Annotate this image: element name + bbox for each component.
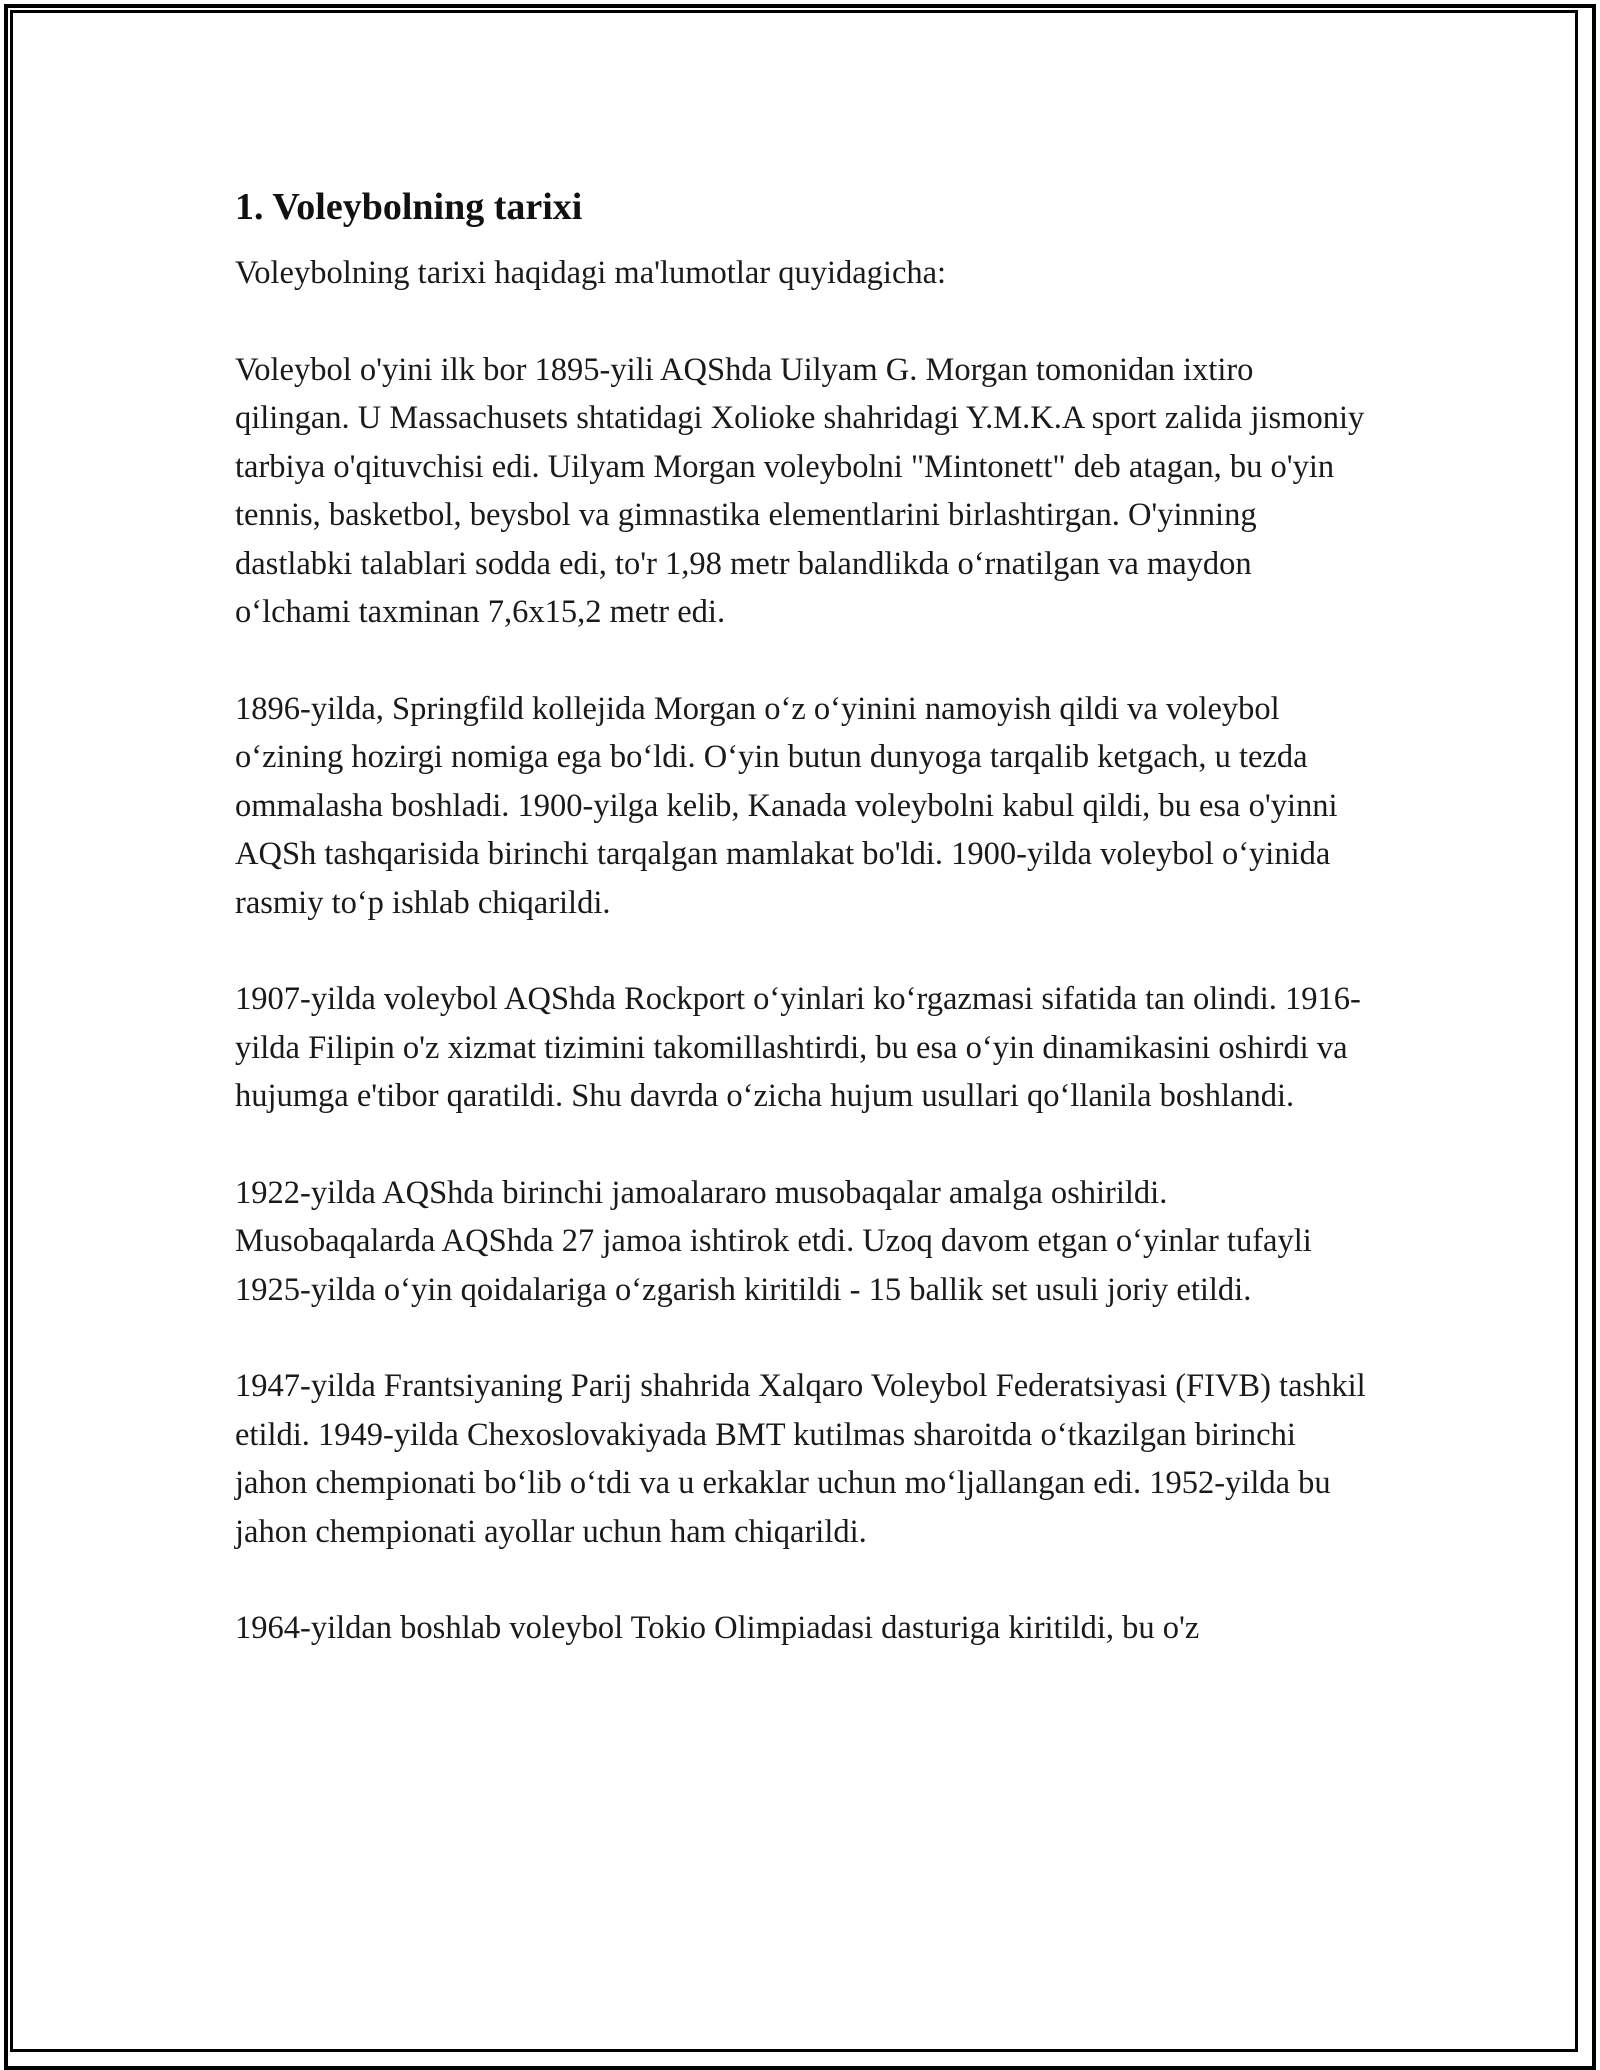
document-body (235, 183, 1375, 1701)
paragraph-intro: Voleybolning tarixi haqidagi ma'lumotlar quyidagicha: (235, 255, 947, 291)
paragraph-1896: 1896-yilda, Springfild kollejida Morgan o‘z o‘yinini namoyish qildi va voleybol o‘zining hozirgi nomiga ega bo‘ldi. O‘yin butun dunyoga tarqalib ketgach, u tezda ommalasha boshladi. 1900-yilga kelib, Kanada voleybolni kabul qildi, bu esa o'yinni AQSh tashqarisida birinchi tarqalgan mamlakat bo'ldi. 1900-yilda voleybol o‘yinida rasmiy to‘p ishlab chiqarildi. (235, 690, 1338, 921)
paragraph-1947: 1947-yilda Frantsiyaning Parij shahrida Xalqaro Voleybol Federatsiyasi (FIVB) tashkil etildi. 1949-yilda Chexoslovakiyada BMT kutilmas sharoitda o‘tkazilgan birinchi jahon chempionati bo‘lib o‘tdi va u erkaklar uchun mo‘ljallangan edi. 1952-yilda bu jahon chempionati ayollar uchun ham chiqarildi. (235, 1368, 1366, 1550)
section-heading: 1. Voleybolning tarixi (235, 186, 583, 228)
paragraph-1895: Voleybol o'yini ilk bor 1895-yili AQShda Uilyam G. Morgan tomonidan ixtiro qilingan. U Massachusets shtatidagi Xolioke shahridagi Y.M.K.A sport zalida jismoniy tarbiya o'qituvchisi edi. Uilyam Morgan voleybolni "Mintonett" deb atagan, bu o'yin tennis, basketbol, beysbol va gimnastika elementlarini birlashtirgan. O'yinning dastlabki talablari sodda edi, to'r 1,98 metr balandlikda o‘rnatilgan va maydon o‘lchami taxminan 7,6x15,2 metr edi. (235, 351, 1365, 630)
paragraph-1922: 1922-yilda AQShda birinchi jamoalararo musobaqalar amalga oshirildi. Musobaqalarda AQShda 27 jamoa ishtirok etdi. Uzoq davom etgan o‘yinlar tufayli 1925-yilda o‘yin qoidalariga o‘zgarish kiritildi - 15 ballik set usuli joriy etildi. (235, 1174, 1312, 1308)
paragraph-1907: 1907-yilda voleybol AQShda Rockport o‘yinlari ko‘rgazmasi sifatida tan olindi. 1916-yilda Filipin o'z xizmat tizimini takomillashtirdi, bu esa o‘yin dinamikasini oshirdi va hujumga e'tibor qaratildi. Shu davrda o‘zicha hujum usullari qo‘llanila boshlandi. (235, 981, 1361, 1114)
paragraph-1964: 1964-yildan boshlab voleybol Tokio Olimpiadasi dasturiga kiritildi, bu o'z (235, 1610, 1200, 1646)
